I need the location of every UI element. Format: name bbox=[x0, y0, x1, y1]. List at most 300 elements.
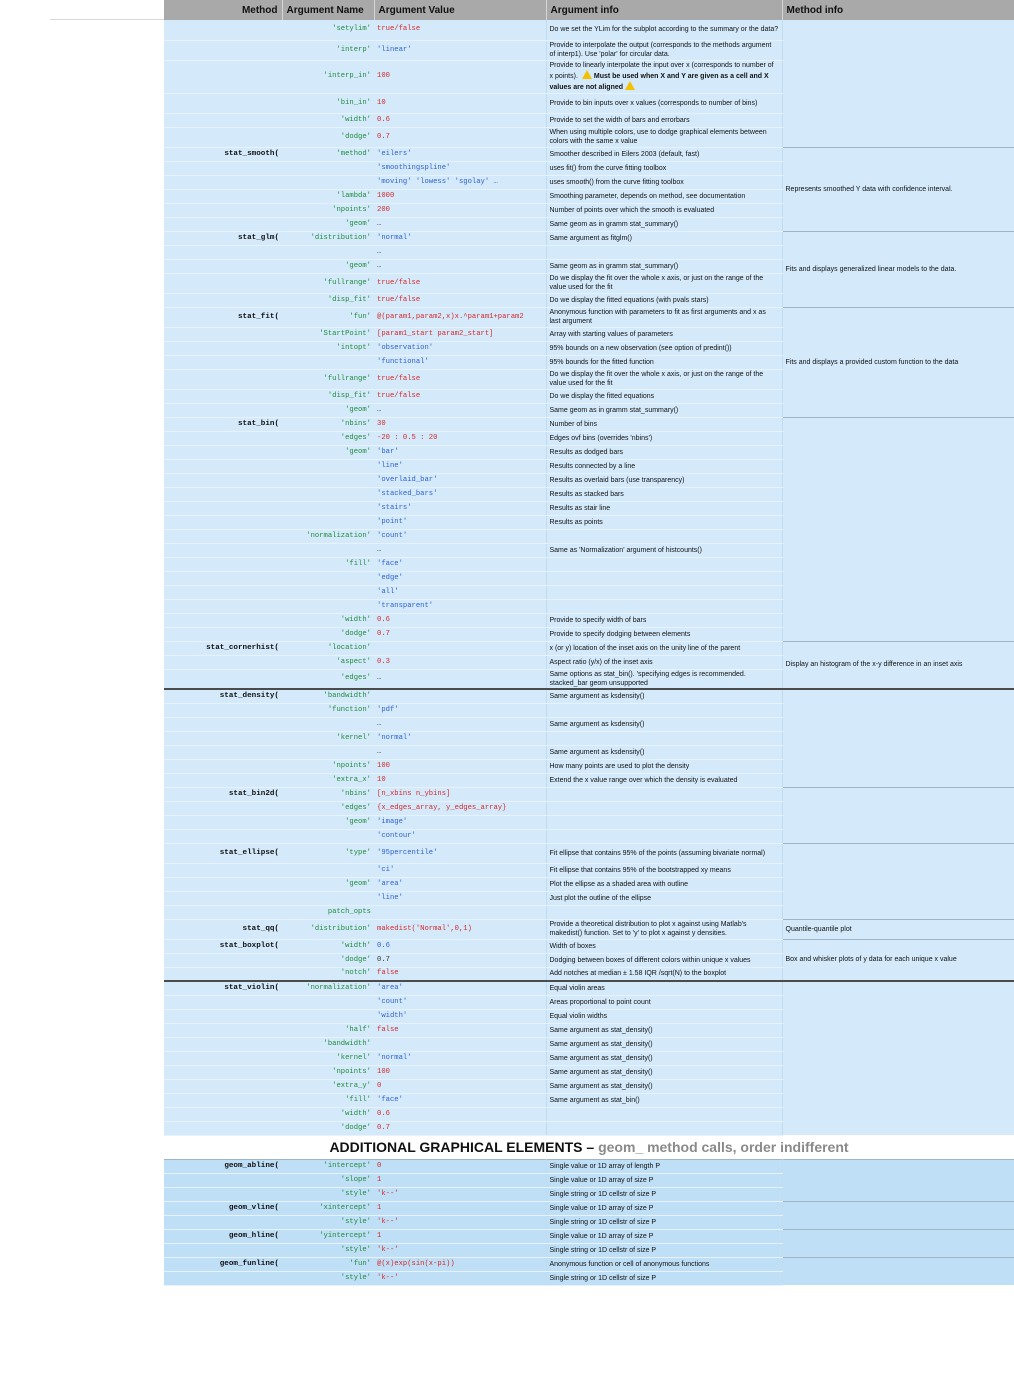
argument-name-cell bbox=[282, 543, 374, 557]
table-row bbox=[164, 20, 1014, 40]
method-cell bbox=[164, 717, 282, 731]
method-cell bbox=[164, 967, 282, 981]
argument-info-cell: When using multiple colors, use to dodge graphical elements between colors with the same x value bbox=[546, 127, 782, 147]
argument-name-cell bbox=[282, 245, 374, 259]
argument-name-cell: 'normalization' bbox=[282, 529, 374, 543]
argument-name-cell: 'kernel' bbox=[282, 731, 374, 745]
argument-value-cell: 'pdf' bbox=[374, 703, 546, 717]
method-cell bbox=[164, 327, 282, 341]
table-row bbox=[164, 981, 1014, 995]
argument-name-cell: 'geom' bbox=[282, 877, 374, 891]
method-cell bbox=[164, 731, 282, 745]
method-cell bbox=[164, 905, 282, 919]
argument-info-cell bbox=[546, 815, 782, 829]
argument-name-cell: 'normalization' bbox=[282, 981, 374, 995]
argument-value-cell: 'face' bbox=[374, 1093, 546, 1107]
method-cell bbox=[164, 473, 282, 487]
argument-info-cell: Results as stacked bars bbox=[546, 487, 782, 501]
argument-name-cell: 'StartPoint' bbox=[282, 327, 374, 341]
section-banner bbox=[164, 1135, 1014, 1159]
argument-name-cell bbox=[282, 829, 374, 843]
argument-info-cell bbox=[546, 529, 782, 543]
argument-value-cell: 100 bbox=[374, 759, 546, 773]
method-cell bbox=[164, 189, 282, 203]
argument-name-cell: 'edges' bbox=[282, 431, 374, 445]
argument-info-cell: Number of points over which the smooth is evaluated bbox=[546, 203, 782, 217]
method-cell bbox=[164, 627, 282, 641]
method-cell bbox=[164, 127, 282, 147]
argument-value-cell: … bbox=[374, 245, 546, 259]
stat-argument-table bbox=[164, 0, 1014, 1286]
argument-info-cell: Anonymous function or cell of anonymous functions bbox=[546, 1257, 782, 1271]
argument-info-cell: Plot the ellipse as a shaded area with outline bbox=[546, 877, 782, 891]
argument-info-cell bbox=[546, 703, 782, 717]
argument-info-cell bbox=[546, 1121, 782, 1135]
method-cell: stat_boxplot( bbox=[164, 939, 282, 953]
argument-name-cell: 'fill' bbox=[282, 557, 374, 571]
method-cell: geom_hline( bbox=[164, 1229, 282, 1243]
argument-value-cell bbox=[374, 689, 546, 703]
method-info-cell bbox=[782, 1257, 1014, 1285]
method-cell: stat_qq( bbox=[164, 919, 282, 939]
argument-value-cell: 'area' bbox=[374, 981, 546, 995]
argument-value-cell: 'transparent' bbox=[374, 599, 546, 613]
argument-value-cell: makedist('Normal',0,1) bbox=[374, 919, 546, 939]
argument-name-cell: 'kernel' bbox=[282, 1051, 374, 1065]
method-cell bbox=[164, 403, 282, 417]
argument-value-cell: 1 bbox=[374, 1173, 546, 1187]
argument-info-cell bbox=[546, 787, 782, 801]
argument-name-cell: 'half' bbox=[282, 1023, 374, 1037]
method-cell bbox=[164, 669, 282, 689]
argument-value-cell: 'k--' bbox=[374, 1271, 546, 1285]
argument-name-cell: 'dodge' bbox=[282, 627, 374, 641]
argument-info-cell bbox=[546, 1107, 782, 1121]
argument-value-cell: 'moving' 'lowess' 'sgolay' … bbox=[374, 175, 546, 189]
argument-name-cell: 'geom' bbox=[282, 445, 374, 459]
argument-name-cell: 'xintercept' bbox=[282, 1201, 374, 1215]
argument-name-cell bbox=[282, 599, 374, 613]
method-cell: stat_bin2d( bbox=[164, 787, 282, 801]
argument-info-cell: Single string or 1D cellstr of size P bbox=[546, 1215, 782, 1229]
argument-name-cell: 'edges' bbox=[282, 669, 374, 689]
argument-info-cell: x (or y) location of the inset axis on the unity line of the parent bbox=[546, 641, 782, 655]
argument-name-cell: 'fullrange' bbox=[282, 369, 374, 389]
method-cell bbox=[164, 891, 282, 905]
method-cell bbox=[164, 815, 282, 829]
argument-name-cell: 'disp_fit' bbox=[282, 293, 374, 307]
method-cell bbox=[164, 60, 282, 93]
argument-info-cell: Provide to set the width of bars and errorbars bbox=[546, 113, 782, 127]
argument-value-cell: 1 bbox=[374, 1201, 546, 1215]
argument-name-cell bbox=[282, 863, 374, 877]
argument-name-cell: 'edges' bbox=[282, 801, 374, 815]
method-info-cell bbox=[782, 787, 1014, 843]
argument-info-cell: Do we display the fitted equations (with pvals stars) bbox=[546, 293, 782, 307]
argument-value-cell: 0 bbox=[374, 1159, 546, 1173]
method-cell: stat_fit( bbox=[164, 307, 282, 327]
method-cell bbox=[164, 161, 282, 175]
method-info-cell: Represents smoothed Y data with confidence interval. bbox=[782, 147, 1014, 231]
argument-name-cell bbox=[282, 175, 374, 189]
argument-info-cell: Provide a theoretical distribution to plot x against using Matlab's makedist() function. Set to 'y' to plot x against y densities. bbox=[546, 919, 782, 939]
argument-value-cell: 1 bbox=[374, 1229, 546, 1243]
argument-value-cell: true/false bbox=[374, 20, 546, 40]
method-info-cell bbox=[782, 20, 1014, 147]
argument-info-cell: Results as overlaid bars (use transparency) bbox=[546, 473, 782, 487]
method-cell bbox=[164, 585, 282, 599]
argument-info-cell: Results as stair line bbox=[546, 501, 782, 515]
argument-name-cell: 'extra_y' bbox=[282, 1079, 374, 1093]
argument-info-cell: Anonymous function with parameters to fit as first arguments and x as last argument bbox=[546, 307, 782, 327]
argument-info-cell: Same argument as ksdensity() bbox=[546, 717, 782, 731]
method-cell bbox=[164, 515, 282, 529]
argument-value-cell: 200 bbox=[374, 203, 546, 217]
method-cell bbox=[164, 953, 282, 967]
method-cell bbox=[164, 863, 282, 877]
method-cell bbox=[164, 613, 282, 627]
method-cell bbox=[164, 445, 282, 459]
method-cell bbox=[164, 543, 282, 557]
argument-info-cell: 95% bounds for the fitted function bbox=[546, 355, 782, 369]
argument-name-cell: 'bin_in' bbox=[282, 93, 374, 113]
table-row bbox=[164, 1159, 1014, 1173]
method-info-cell bbox=[782, 1229, 1014, 1257]
argument-info-cell: Array with starting values of parameters bbox=[546, 327, 782, 341]
argument-value-cell: 'all' bbox=[374, 585, 546, 599]
table-row bbox=[164, 1201, 1014, 1215]
argument-name-cell: 'dodge' bbox=[282, 1121, 374, 1135]
method-cell bbox=[164, 1051, 282, 1065]
banner-cell bbox=[164, 1135, 1014, 1159]
method-cell bbox=[164, 293, 282, 307]
argument-name-cell: 'slope' bbox=[282, 1173, 374, 1187]
argument-name-cell: 'npoints' bbox=[282, 1065, 374, 1079]
warning-text: Must be used when X and Y are given as a cell and X values are not aligned bbox=[549, 73, 769, 91]
header-argument-info: Argument info bbox=[546, 0, 782, 20]
argument-name-cell: 'fill' bbox=[282, 1093, 374, 1107]
argument-name-cell: 'location' bbox=[282, 641, 374, 655]
argument-name-cell: patch_opts bbox=[282, 905, 374, 919]
argument-info-cell: Provide to specify dodging between elements bbox=[546, 627, 782, 641]
method-cell bbox=[164, 877, 282, 891]
argument-name-cell: 'npoints' bbox=[282, 203, 374, 217]
argument-info-cell: Single value or 1D array of size P bbox=[546, 1173, 782, 1187]
argument-value-cell: … bbox=[374, 717, 546, 731]
argument-value-cell: 0.6 bbox=[374, 939, 546, 953]
argument-value-cell: 0.7 bbox=[374, 953, 546, 967]
method-cell bbox=[164, 1023, 282, 1037]
table-header bbox=[164, 0, 1014, 20]
method-cell bbox=[164, 175, 282, 189]
argument-info-cell: Areas proportional to point count bbox=[546, 995, 782, 1009]
argument-info-cell: Results as points bbox=[546, 515, 782, 529]
method-cell bbox=[164, 245, 282, 259]
argument-value-cell: 100 bbox=[374, 60, 546, 93]
argument-value-cell: false bbox=[374, 967, 546, 981]
argument-info-cell: 95% bounds on a new observation (see option of predint()) bbox=[546, 341, 782, 355]
argument-value-cell: '95percentile' bbox=[374, 843, 546, 863]
argument-value-cell: @(x)exp(sin(x-pi)) bbox=[374, 1257, 546, 1271]
argument-info-cell: Do we display the fit over the whole x axis, or just on the range of the value used for the fit bbox=[546, 273, 782, 293]
argument-info-cell: Same argument as stat_density() bbox=[546, 1023, 782, 1037]
argument-info-cell: uses smooth() from the curve fitting toolbox bbox=[546, 175, 782, 189]
argument-name-cell: 'geom' bbox=[282, 815, 374, 829]
argument-info-cell: Single string or 1D cellstr of size P bbox=[546, 1187, 782, 1201]
argument-name-cell bbox=[282, 487, 374, 501]
argument-name-cell bbox=[282, 473, 374, 487]
method-cell bbox=[164, 1009, 282, 1023]
argument-info-cell bbox=[546, 801, 782, 815]
argument-name-cell: 'dodge' bbox=[282, 127, 374, 147]
argument-value-cell: 'normal' bbox=[374, 231, 546, 245]
argument-value-cell bbox=[374, 905, 546, 919]
method-cell bbox=[164, 369, 282, 389]
method-cell bbox=[164, 829, 282, 843]
argument-name-cell bbox=[282, 891, 374, 905]
method-cell bbox=[164, 273, 282, 293]
argument-name-cell: 'style' bbox=[282, 1187, 374, 1201]
table-row bbox=[164, 787, 1014, 801]
method-cell bbox=[164, 93, 282, 113]
table-row bbox=[164, 843, 1014, 863]
argument-value-cell: true/false bbox=[374, 369, 546, 389]
argument-value-cell: 30 bbox=[374, 417, 546, 431]
table-row bbox=[164, 1257, 1014, 1271]
argument-name-cell: 'fullrange' bbox=[282, 273, 374, 293]
argument-name-cell: 'style' bbox=[282, 1271, 374, 1285]
argument-name-cell bbox=[282, 1009, 374, 1023]
method-cell bbox=[164, 217, 282, 231]
table-row bbox=[164, 939, 1014, 953]
argument-name-cell: 'notch' bbox=[282, 967, 374, 981]
argument-value-cell: 'stacked_bars' bbox=[374, 487, 546, 501]
argument-value-cell: 'bar' bbox=[374, 445, 546, 459]
method-info-cell bbox=[782, 1201, 1014, 1229]
argument-info-cell: Same argument as ksdensity() bbox=[546, 689, 782, 703]
method-cell: stat_smooth( bbox=[164, 147, 282, 161]
header-argument-name: Argument Name bbox=[282, 0, 374, 20]
argument-name-cell: 'width' bbox=[282, 1107, 374, 1121]
argument-name-cell: 'lambda' bbox=[282, 189, 374, 203]
argument-name-cell: 'width' bbox=[282, 113, 374, 127]
argument-name-cell bbox=[282, 355, 374, 369]
method-cell: stat_density( bbox=[164, 689, 282, 703]
argument-name-cell: 'width' bbox=[282, 613, 374, 627]
table-row bbox=[164, 641, 1014, 655]
argument-name-cell: 'geom' bbox=[282, 259, 374, 273]
argument-value-cell: 'area' bbox=[374, 877, 546, 891]
method-cell bbox=[164, 113, 282, 127]
argument-value-cell: 0.6 bbox=[374, 1107, 546, 1121]
argument-value-cell: -20 : 0.5 : 20 bbox=[374, 431, 546, 445]
argument-name-cell: 'interp_in' bbox=[282, 60, 374, 93]
argument-value-cell bbox=[374, 1037, 546, 1051]
method-cell bbox=[164, 1121, 282, 1135]
argument-name-cell: 'interp' bbox=[282, 40, 374, 60]
argument-value-cell: … bbox=[374, 217, 546, 231]
argument-value-cell: 'eilers' bbox=[374, 147, 546, 161]
argument-name-cell: 'bandwidth' bbox=[282, 1037, 374, 1051]
warning-icon bbox=[582, 70, 592, 79]
method-info-cell bbox=[782, 689, 1014, 787]
method-cell bbox=[164, 1187, 282, 1201]
argument-info-cell: Equal violin widths bbox=[546, 1009, 782, 1023]
argument-name-cell: 'bandwidth' bbox=[282, 689, 374, 703]
method-cell: geom_abline( bbox=[164, 1159, 282, 1173]
argument-info-cell: Do we display the fitted equations bbox=[546, 389, 782, 403]
method-cell bbox=[164, 259, 282, 273]
gramm-stat-reference-sheet bbox=[164, 0, 1014, 1286]
method-info-cell: Fits and displays generalized linear models to the data. bbox=[782, 231, 1014, 307]
method-cell bbox=[164, 1271, 282, 1285]
argument-name-cell: 'style' bbox=[282, 1215, 374, 1229]
table-row bbox=[164, 231, 1014, 245]
argument-info-cell: Add notches at median ± 1.58 IQR /sqrt(N) to the boxplot bbox=[546, 967, 782, 981]
argument-info-cell bbox=[546, 557, 782, 571]
argument-value-cell: 0 bbox=[374, 1079, 546, 1093]
method-cell: stat_bin( bbox=[164, 417, 282, 431]
method-cell bbox=[164, 487, 282, 501]
argument-value-cell: 1000 bbox=[374, 189, 546, 203]
argument-value-cell: 'face' bbox=[374, 557, 546, 571]
argument-info-cell: Same geom as in gramm stat_summary() bbox=[546, 217, 782, 231]
argument-name-cell: 'fun' bbox=[282, 1257, 374, 1271]
argument-info-cell: Single value or 1D array of length P bbox=[546, 1159, 782, 1173]
method-cell bbox=[164, 995, 282, 1009]
argument-name-cell bbox=[282, 501, 374, 515]
argument-info-cell: Single value or 1D array of size P bbox=[546, 1201, 782, 1215]
table-body bbox=[164, 20, 1014, 1285]
method-cell bbox=[164, 1079, 282, 1093]
method-cell bbox=[164, 655, 282, 669]
argument-value-cell: false bbox=[374, 1023, 546, 1037]
table-row bbox=[164, 1229, 1014, 1243]
argument-value-cell: … bbox=[374, 745, 546, 759]
argument-value-cell: 'point' bbox=[374, 515, 546, 529]
argument-value-cell: … bbox=[374, 403, 546, 417]
method-cell bbox=[164, 1215, 282, 1229]
info-text: Provide to linearly interpolate the input over x (corresponds to number of x points). bbox=[549, 62, 774, 80]
argument-info-cell: Same argument as stat_density() bbox=[546, 1065, 782, 1079]
argument-value-cell: [param1_start param2_start] bbox=[374, 327, 546, 341]
argument-name-cell: 'function' bbox=[282, 703, 374, 717]
argument-info-cell bbox=[546, 245, 782, 259]
method-cell bbox=[164, 1107, 282, 1121]
argument-info-cell: Same argument as ksdensity() bbox=[546, 745, 782, 759]
argument-info-cell: Single string or 1D cellstr of size P bbox=[546, 1243, 782, 1257]
argument-value-cell: 'k--' bbox=[374, 1243, 546, 1257]
header-method: Method bbox=[164, 0, 282, 20]
method-cell bbox=[164, 20, 282, 40]
argument-value-cell: {x_edges_array, y_edges_array} bbox=[374, 801, 546, 815]
argument-value-cell: 'line' bbox=[374, 459, 546, 473]
argument-name-cell: 'intercept' bbox=[282, 1159, 374, 1173]
argument-value-cell: 'edge' bbox=[374, 571, 546, 585]
method-cell bbox=[164, 501, 282, 515]
argument-info-cell: Do we set the YLim for the subplot according to the summary or the data? bbox=[546, 20, 782, 40]
argument-name-cell: 'setylim' bbox=[282, 20, 374, 40]
argument-value-cell: 'count' bbox=[374, 529, 546, 543]
method-cell bbox=[164, 355, 282, 369]
argument-name-cell: 'nbins' bbox=[282, 787, 374, 801]
argument-value-cell: 'line' bbox=[374, 891, 546, 905]
argument-info-cell: uses fit() from the curve fitting toolbox bbox=[546, 161, 782, 175]
argument-value-cell: [n_xbins n_ybins] bbox=[374, 787, 546, 801]
argument-info-cell: Same argument as stat_density() bbox=[546, 1051, 782, 1065]
argument-value-cell: … bbox=[374, 259, 546, 273]
argument-info-cell bbox=[546, 599, 782, 613]
argument-info-cell: Number of bins bbox=[546, 417, 782, 431]
argument-value-cell: 'normal' bbox=[374, 731, 546, 745]
argument-value-cell: 'ci' bbox=[374, 863, 546, 877]
argument-name-cell bbox=[282, 995, 374, 1009]
banner-title: ADDITIONAL GRAPHICAL ELEMENTS – bbox=[329, 1139, 599, 1155]
argument-value-cell bbox=[374, 641, 546, 655]
argument-name-cell: 'extra_x' bbox=[282, 773, 374, 787]
argument-info-cell: Edges ovf bins (overrides 'nbins') bbox=[546, 431, 782, 445]
argument-info-cell: Equal violin areas bbox=[546, 981, 782, 995]
argument-name-cell: 'aspect' bbox=[282, 655, 374, 669]
warning-icon bbox=[625, 81, 635, 90]
method-info-cell bbox=[782, 981, 1014, 1135]
argument-info-cell: How many points are used to plot the density bbox=[546, 759, 782, 773]
argument-value-cell: 0.6 bbox=[374, 113, 546, 127]
argument-name-cell: 'disp_fit' bbox=[282, 389, 374, 403]
argument-name-cell: 'intopt' bbox=[282, 341, 374, 355]
argument-name-cell bbox=[282, 585, 374, 599]
argument-value-cell: 'overlaid_bar' bbox=[374, 473, 546, 487]
method-cell bbox=[164, 459, 282, 473]
argument-name-cell bbox=[282, 571, 374, 585]
argument-value-cell: true/false bbox=[374, 293, 546, 307]
method-info-cell bbox=[782, 843, 1014, 919]
table-row bbox=[164, 307, 1014, 327]
method-cell bbox=[164, 1037, 282, 1051]
method-cell bbox=[164, 1173, 282, 1187]
argument-name-cell: 'yintercept' bbox=[282, 1229, 374, 1243]
argument-info-cell: Just plot the outline of the ellipse bbox=[546, 891, 782, 905]
table-row bbox=[164, 919, 1014, 939]
argument-name-cell bbox=[282, 161, 374, 175]
method-cell: stat_glm( bbox=[164, 231, 282, 245]
argument-info-cell: Dodging between boxes of different colors within unique x values bbox=[546, 953, 782, 967]
argument-value-cell: 0.3 bbox=[374, 655, 546, 669]
argument-value-cell: 'k--' bbox=[374, 1187, 546, 1201]
argument-info-cell: Provide to bin inputs over x values (corresponds to number of bins) bbox=[546, 93, 782, 113]
argument-info-cell: Same geom as in gramm stat_summary() bbox=[546, 259, 782, 273]
argument-name-cell: 'distribution' bbox=[282, 919, 374, 939]
method-cell bbox=[164, 1243, 282, 1257]
argument-info-cell: Smoothing parameter, depends on method, see documentation bbox=[546, 189, 782, 203]
argument-info-cell: Aspect ratio (y/x) of the inset axis bbox=[546, 655, 782, 669]
argument-value-cell: 'stairs' bbox=[374, 501, 546, 515]
method-info-cell bbox=[782, 417, 1014, 641]
argument-value-cell: … bbox=[374, 669, 546, 689]
argument-value-cell: … bbox=[374, 543, 546, 557]
method-cell bbox=[164, 431, 282, 445]
argument-name-cell: 'width' bbox=[282, 939, 374, 953]
header-argument-value: Argument Value bbox=[374, 0, 546, 20]
argument-value-cell: @(param1,param2,x)x.^param1+param2 bbox=[374, 307, 546, 327]
argument-value-cell: 'smoothingspline' bbox=[374, 161, 546, 175]
argument-info-cell bbox=[546, 731, 782, 745]
method-cell bbox=[164, 389, 282, 403]
method-cell bbox=[164, 203, 282, 217]
banner-subtitle: geom_ method calls, order indifferent bbox=[598, 1139, 849, 1155]
argument-value-cell: 'observation' bbox=[374, 341, 546, 355]
argument-info-cell: Provide to interpolate the output (corresponds to the methods argument of interp1). Use 'polar' for circular data. bbox=[546, 40, 782, 60]
